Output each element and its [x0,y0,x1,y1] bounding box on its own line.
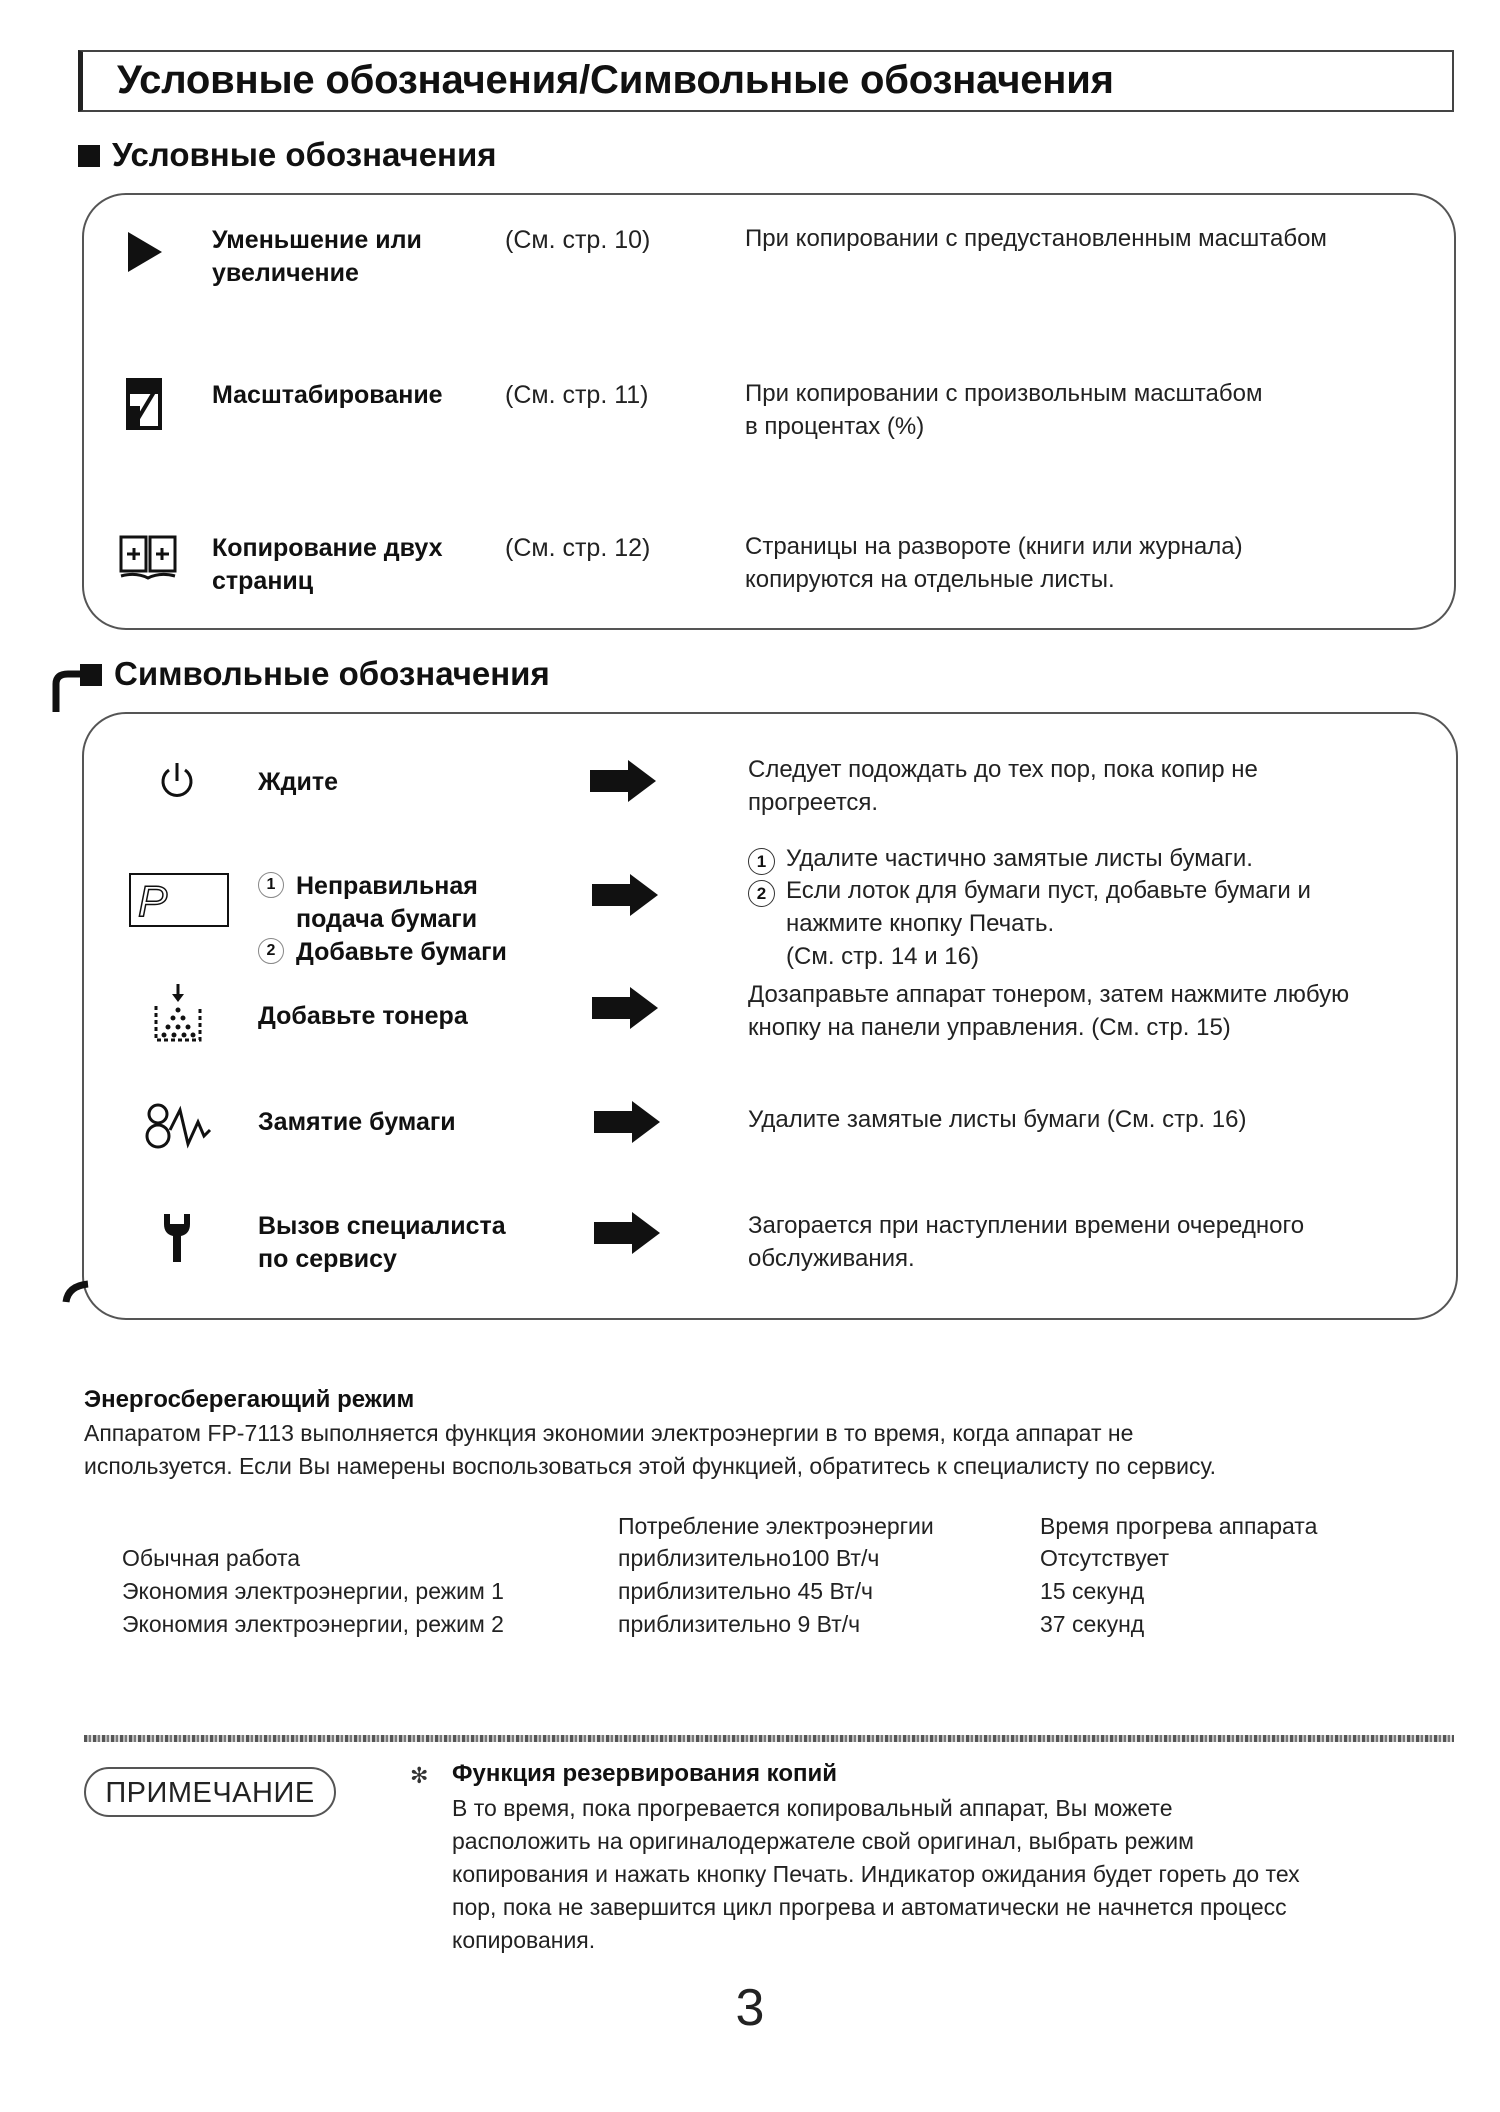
energy-paragraph: Аппаратом FP-7113 выполняется функция экономии электроэнергии в то время, когда аппарат не используется. Если Вы намерены воспользоваться этой функцией, обратитесь к специалисту по сервису. [84,1420,1217,1479]
wait-label: Ждите [258,768,338,796]
conv-item-ref: (См. стр. 11) [505,381,649,409]
service-desc: Загорается при наступлении времени очередного обслуживания. [748,1212,1305,1272]
right-arrow-icon [592,1099,662,1145]
energy-row-warmup: 37 секунд [1040,1611,1145,1637]
hatched-divider [84,1735,1454,1742]
conv-item-label: Масштабирование [212,381,443,409]
hook-corner-icon [62,1280,92,1306]
note-heading: Функция резервирования копий [452,1760,838,1787]
square-bullet-icon [80,664,102,686]
display-p-icon [128,872,230,928]
energy-row-power: приблизительно 45 Вт/ч [618,1578,873,1604]
note-body: В то время, пока прогревается копировальный аппарат, Вы можете расположить на оригиналодержателе свой оригинал, выбрать режим копирования и нажать кнопку Печать. Индикатор ожидания будет гореть до тех пор, пока не завершится цикл прогрева и автоматически не начнется процесс копирования. [452,1795,1300,1953]
misfeed-desc-line: Удалите частично замятые листы бумаги. [786,845,1253,872]
service-label: Вызов специалиста по сервису [258,1212,506,1273]
conv-item-desc: Страницы на развороте (книги или журнала) копируются на отдельные листы. [745,533,1243,593]
right-arrow-icon [588,758,658,804]
energy-row-power: приблизительно100 Вт/ч [618,1545,880,1571]
badge-2: 2 [258,938,284,964]
page-title-box [78,50,1454,112]
symbolic-heading-text: Символьные обозначения [114,655,550,692]
wait-desc: Следует подождать до тех пор, пока копир не прогреется. [748,756,1258,816]
energy-col-power: Потребление электроэнергии [618,1513,934,1539]
badge-1: 1 [258,872,284,898]
note-pill [84,1767,336,1817]
energy-row-warmup: Отсутствует [1040,1545,1169,1571]
two-page-book-icon [118,534,178,582]
hook-corner-icon [48,668,82,714]
square-bullet-icon [78,145,100,167]
jam-desc: Удалите замятые листы бумаги (См. стр. 16) [748,1106,1247,1133]
svg-text:P: P [138,877,168,926]
zoom-scale-icon [126,378,162,430]
energy-heading: Энергосберегающий режим [84,1386,415,1413]
conv-item-ref: (См. стр. 12) [505,534,651,562]
badge-2: 2 [748,880,775,907]
power-icon [158,761,196,801]
toner-icon [152,982,204,1044]
right-arrow-icon [590,985,660,1031]
badge-1: 1 [748,848,775,875]
toner-desc: Дозаправьте аппарат тонером, затем нажмите любую кнопку на панели управления. (См. стр. 15) [748,981,1350,1041]
toner-label: Добавьте тонера [258,1002,468,1030]
energy-row-mode: Экономия электроэнергии, режим 1 [122,1578,504,1604]
right-arrow-icon [590,872,660,918]
conventional-heading [78,136,497,174]
note-pill-text: ПРИМЕЧАНИЕ [105,1777,315,1809]
play-triangle-icon [124,230,164,274]
symbolic-heading [80,655,550,693]
conv-item-label: Копирование двух страниц [212,534,443,595]
energy-row-mode: Обычная работа [122,1545,301,1571]
energy-row-power: приблизительно 9 Вт/ч [618,1611,861,1637]
conventional-heading-text: Условные обозначения [112,136,497,173]
page-number: 3 [735,1979,765,2037]
energy-row-warmup: 15 секунд [1040,1578,1145,1604]
add-paper-label: Добавьте бумаги [296,938,507,966]
misfeed-label: Неправильная подача бумаги [296,872,478,933]
energy-col-warmup: Время прогрева аппарата [1040,1513,1318,1539]
conv-item-desc: При копировании с произвольным масштабом в процентах (%) [745,380,1263,440]
page-title: Условные обозначения/Символьные обозначения [117,58,1114,102]
paper-jam-icon [144,1100,214,1152]
jam-label: Замятие бумаги [258,1108,456,1136]
conv-item-ref: (См. стр. 10) [505,226,651,254]
right-arrow-icon [592,1210,662,1256]
conv-item-label: Уменьшение или увеличение [212,226,422,287]
energy-row-mode: Экономия электроэнергии, режим 2 [122,1611,504,1637]
conv-item-desc: При копировании с предустановленным масштабом [745,225,1327,252]
misfeed-desc-block: Если лоток для бумаги пуст, добавьте бумаги и нажмите кнопку Печать. (См. стр. 14 и 16) [786,877,1311,970]
asterisk-icon: ✻ [410,1763,429,1788]
wrench-icon [160,1210,194,1266]
